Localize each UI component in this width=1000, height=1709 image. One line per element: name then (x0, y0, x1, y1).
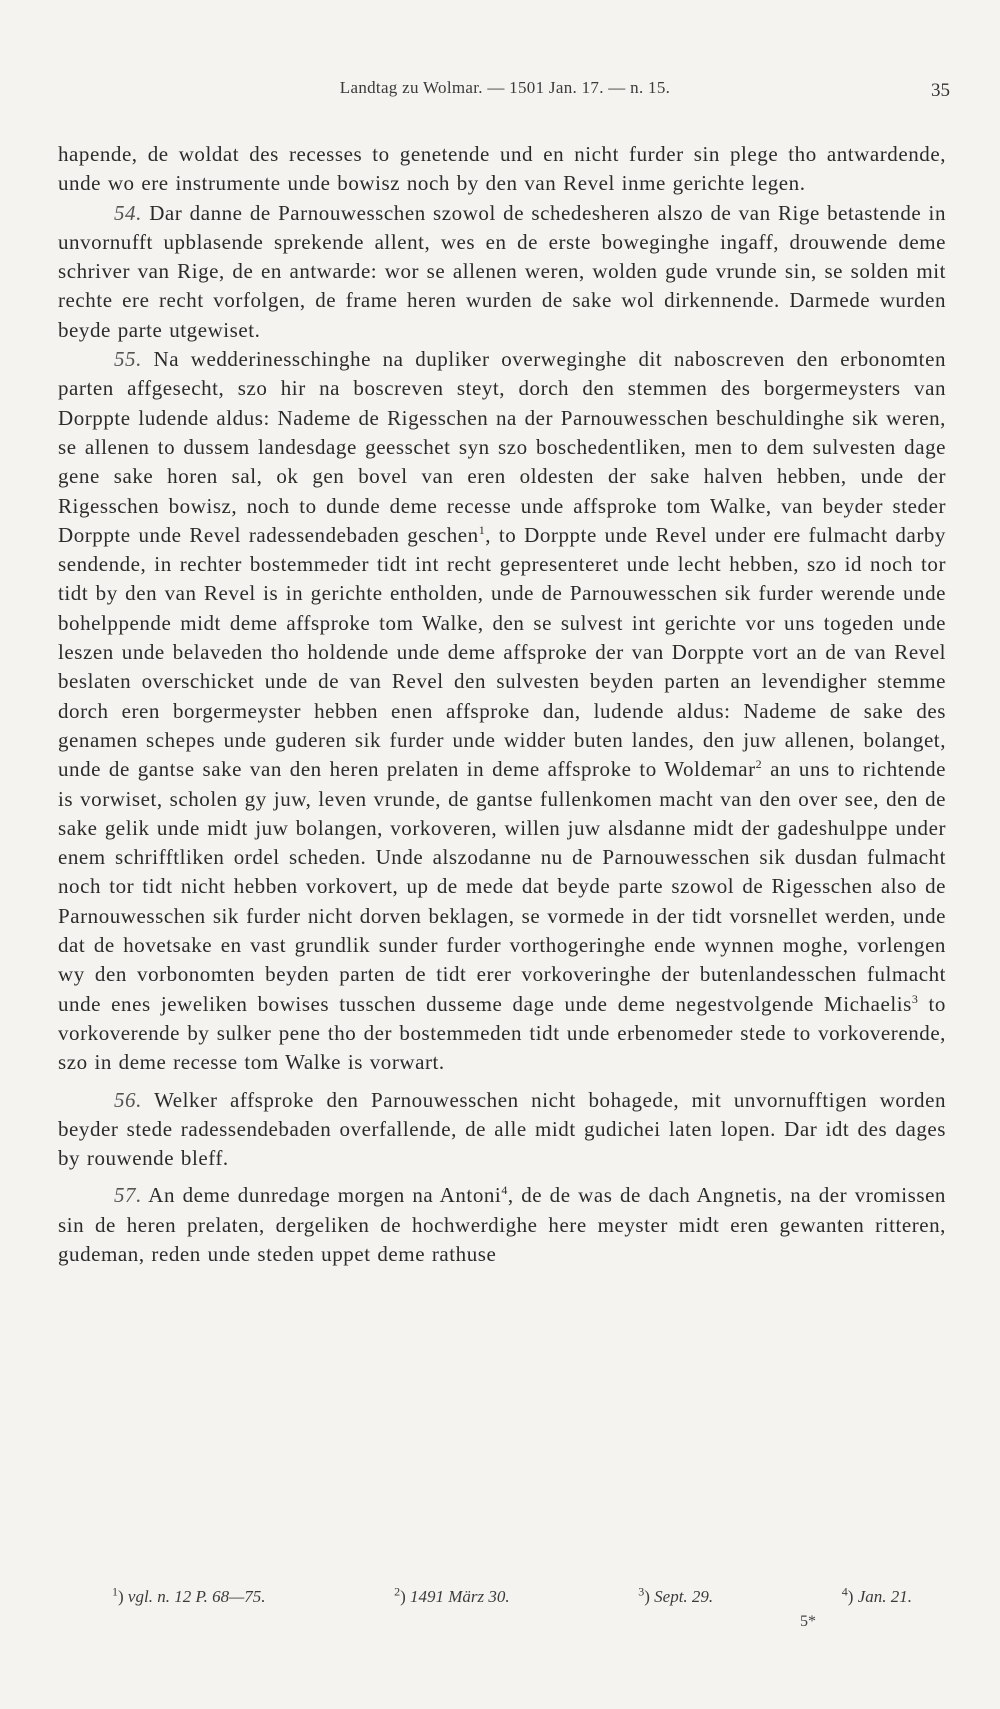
footnote: $^2$) 1491 März 30. (394, 1584, 510, 1606)
footnote-ref: 1 (478, 522, 486, 537)
section-number: 54. (114, 200, 142, 225)
footnotes (112, 1584, 912, 1607)
paragraph-56: 56. Welker affsproke den Parnouwesschen nicht bohagede, mit unvornufftigen worden beyder stede radessendebaden overfallende, de alle midt gudichei laten lopen. Dar idt des dages by rouwende bleff. (58, 1087, 946, 1171)
body-text (58, 140, 946, 1269)
footnote-ref: 3 (911, 991, 919, 1006)
section-number: 56. (114, 1087, 142, 1112)
running-head: Landtag zu Wolmar. — 1501 Jan. 17. — n. 15. (339, 78, 671, 97)
footnote: $^1$) vgl. n. 12 P. 68—75. (112, 1584, 266, 1606)
paragraph-55: 55. Na wedderinesschinghe na dupliker overweginghe dit naboscreven den erbonomten parten affgesecht, szo hir na boscreven steyt, dorch den stemmen des borgermeysters van Dorppte ludende aldus: Nademe de Rigesschen na der Parnouwesschen beschuldinghe sik weren, se allenen to dussem landesdage geesschet syn szo boschedentliken, men to dem sulvesten dage gene sake horen sal, ok gen bovel van eren oldesten der sake halven hebben, unde der Rigesschen bowisz, noch to dunde deme recesse unde affsproke tom Walke, van beyder steder Dorppte unde Revel radessendebaden geschen$^1$, to Dorppte unde Revel under ere fulmacht darby sendende, in rechter bostemmeder tidt int recht gepresenteret unde lecht hebben, szo id noch tor tidt by den van Revel is in gerichte entholden, unde de Parnouwesschen sik furder werende unde bohelppende midt deme affsproke tom Walke, den se sulvest int gerichte vor uns togeden unde leszen unde belaveden tho holdende unde deme affsproke der van Dorppte vort an de van Revel beslaten overschicket unde de van Revel den sulvesten beyden parten an levendigher stemme dorch eren borgermeyster hebben enen affsproke dan, ludende aldus: Nademe de sake des genamen schepes unde guderen sik furder unde widder buten landes, den juw allenen, bolanget, unde de gantse sake van den heren prelaten in deme affsproke to Woldemar$^2$ an uns to richtende is vorwiset, scholen gy juw, leven vrunde, de gantse fullenkomen macht van den over see, den de sake gelik unde midt juw bolangen, vorkoveren, willen juw alsdanne midt der gadeshulppe under enem schrifftliken ordel scheden. Unde alszodanne nu de Parnouwesschen sik dusdan fulmacht noch tor tidt nicht hebben vorkovert, up de mede dat beyde parte szowol de Rigesschen also de Parnouwesschen sik furder nicht dorven beklagen, se vormede in der tidt vorsnellet werden, unde dat de hovetsake en vast grundlik sunder furder vorthogeringhe ende wynnen moghe, vorlengen wy den vorbonomten beyden parten de tidt erer vorkoveringhe der butenlandesschen fulmacht unde enes jeweliken bowises tusschen dusseme dage unde deme negestvolgende Michaelis$^3$ to vorkoverende by sulker pene tho der bostemmeden tidt unde erbenomeder stede to vorkoverende, szo in deme recesse tom Walke is vorwart. (58, 347, 946, 1075)
paragraph-57: 57. An deme dunredage morgen na Antoni$^4$, de de was de dach Angnetis, na der vromissen sin de heren prelaten, dergeliken de hochwerdighe here meyster midt eren gewanten ritteren, gudeman, reden unde steden uppet deme rathuse (58, 1183, 946, 1266)
page-number: 35 (931, 80, 950, 101)
paragraph-continuation: hapende, de woldat des recesses to genetende und en nicht furder sin plege tho antwardende, unde wo ere instrumente unde bowisz noch by den van Revel inme gerichte legen. (58, 142, 946, 196)
paragraph-54: 54. Dar danne de Parnouwesschen szowol de schedesheren alszo de van Rige betastende in unvornufft upblasende sprekende allent, wes en de erste boweginghe ingaff, drouwende deme schriver van Rige, de en antwarde: wor se allenen weren, wolden gude vrunde sin, se solden mit rechte ere recht vorfolgen, de frame heren wurden de sake wol dirkennende. Darmede wurden beyde parte utgewiset. (58, 200, 946, 342)
page-header (60, 78, 950, 108)
signature-mark: 5* (800, 1613, 816, 1630)
footnote-ref: 4 (501, 1183, 508, 1198)
footnote: $^3$) Sept. 29. (638, 1584, 714, 1606)
section-number: 55. (114, 347, 142, 372)
section-number: 57. (114, 1183, 142, 1208)
footnote: $^4$) Jan. 21. (841, 1584, 912, 1606)
footnote-ref: 2 (755, 757, 763, 772)
